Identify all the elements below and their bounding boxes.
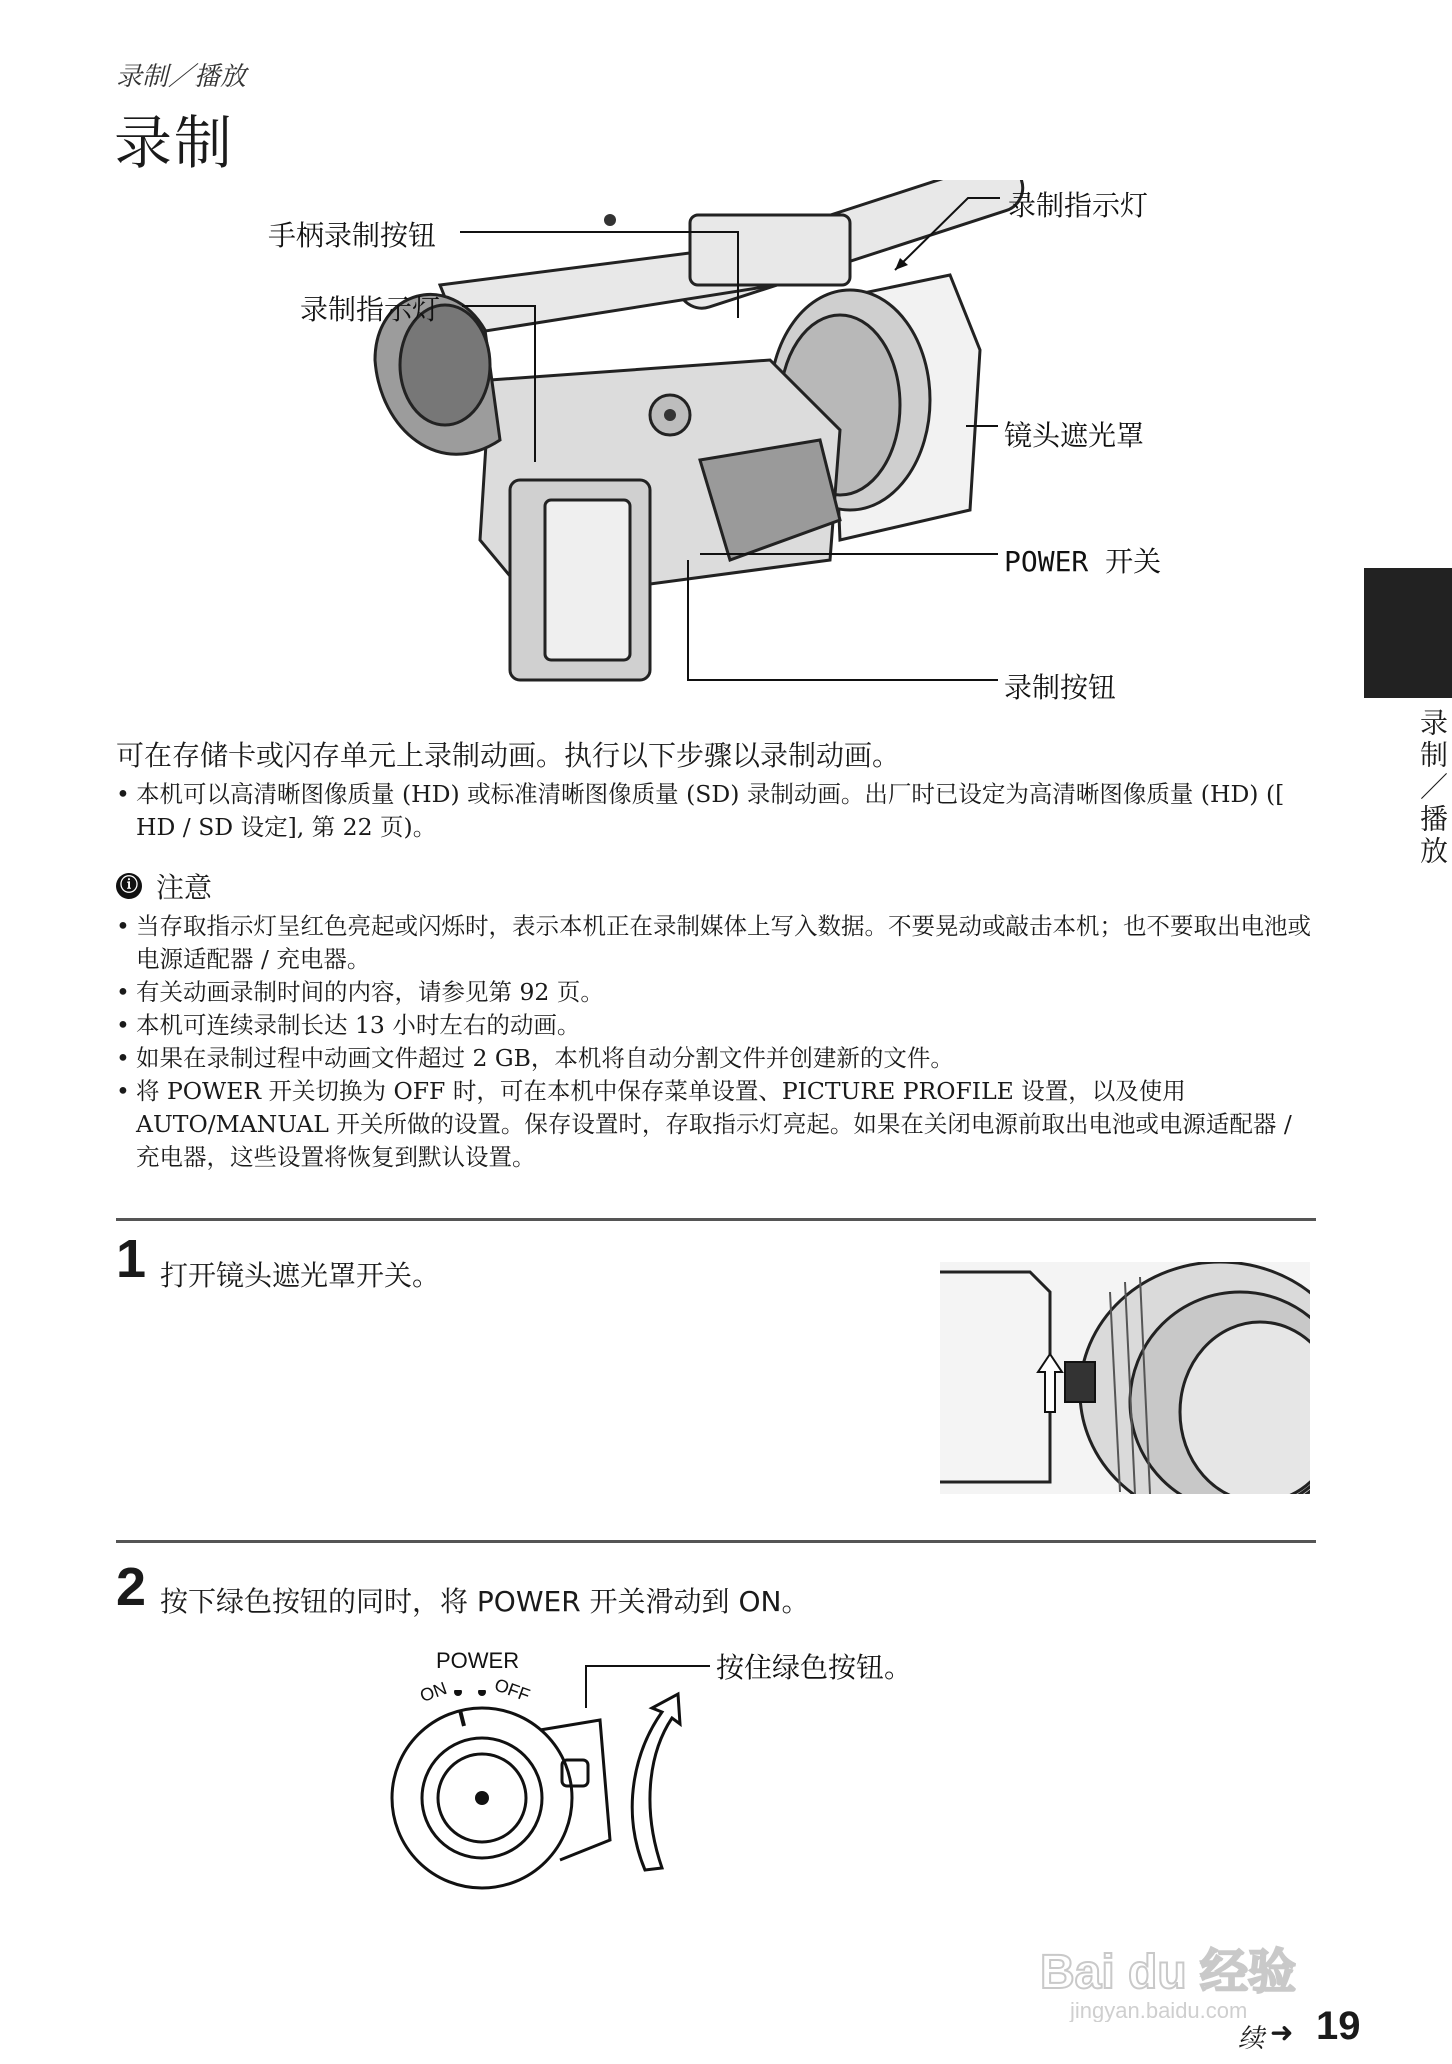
notes-title: 注意 bbox=[156, 871, 213, 904]
section-tab bbox=[1364, 568, 1452, 698]
callout-handle-record-button: 手柄录制按钮 bbox=[268, 219, 437, 252]
section-tab-label: 录制／播放 bbox=[1416, 708, 1449, 868]
notes-heading bbox=[116, 866, 212, 906]
warning-icon: ⓘ bbox=[116, 873, 142, 899]
divider bbox=[116, 1540, 1316, 1543]
power-dial-label: POWER bbox=[436, 1648, 520, 1673]
arrow-right-icon: ➜ bbox=[1270, 2016, 1294, 2049]
callout-lens-hood: 镜头遮光罩 bbox=[1004, 419, 1145, 452]
power-dial-callout-line bbox=[580, 1660, 720, 1720]
breadcrumb: 录制／播放 bbox=[116, 62, 247, 92]
callout-record-lamp-top: 录制指示灯 bbox=[1008, 189, 1149, 222]
callout-power-switch: POWER 开关 bbox=[1004, 545, 1162, 578]
power-dial-illustration bbox=[390, 1690, 690, 1890]
step-2-number: 2 bbox=[116, 1557, 147, 1617]
list-item: • 将 POWER 开关切换为 OFF 时，可在本机中保存菜单设置、PICTURE PROFILE 设置，以及使用 AUTO/MANUAL 开关所做的设置。保存设置时，存取指示灯亮起。如果在关闭电源前取出电池或电源适配器 / 充电器，这些设置将恢复到默认设置。 bbox=[116, 1075, 1316, 1174]
step-2-text: 按下绿色按钮的同时，将 POWER 开关滑动到 ON。 bbox=[160, 1585, 810, 1618]
step-1-number: 1 bbox=[116, 1229, 147, 1289]
intro-bullets bbox=[116, 778, 1312, 844]
watermark-url: jingyan.baidu.com bbox=[1070, 1998, 1248, 2022]
power-dial-on: ON bbox=[417, 1678, 450, 1707]
page-number: 19 bbox=[1316, 2004, 1361, 2048]
step-1-text: 打开镜头遮光罩开关。 bbox=[160, 1259, 441, 1292]
divider bbox=[116, 1218, 1316, 1221]
power-dial-callout: 按住绿色按钮。 bbox=[716, 1651, 913, 1684]
notes-list bbox=[116, 910, 1316, 1174]
list-item: • 本机可以高清晰图像质量 (HD) 或标准清晰图像质量 (SD) 录制动画。出厂时已设定为高清晰图像质量 (HD) ([ HD / SD 设定], 第 22 页)。 bbox=[116, 778, 1312, 844]
page-title: 录制 bbox=[114, 109, 235, 177]
intro-text: 可在存储卡或闪存单元上录制动画。执行以下步骤以录制动画。 bbox=[116, 739, 901, 772]
watermark-brand: Bai du 经验 bbox=[1040, 1946, 1297, 1999]
callout-record-button: 录制按钮 bbox=[1004, 671, 1117, 704]
list-item: • 本机可连续录制长达 13 小时左右的动画。 bbox=[116, 1009, 1316, 1042]
power-dial-off: OFF bbox=[491, 1674, 533, 1706]
callout-record-lamp-left: 录制指示灯 bbox=[300, 293, 441, 326]
list-item: • 如果在录制过程中动画文件超过 2 GB，本机将自动分割文件并创建新的文件。 bbox=[116, 1042, 1316, 1075]
list-item: • 当存取指示灯呈红色亮起或闪烁时，表示本机正在录制媒体上写入数据。不要晃动或敲击本机；也不要取出电池或电源适配器 / 充电器。 bbox=[116, 910, 1316, 976]
continued-label: 续 bbox=[1238, 2024, 1265, 2054]
list-item: • 有关动画录制时间的内容，请参见第 92 页。 bbox=[116, 976, 1316, 1009]
lens-hood-switch-illustration bbox=[940, 1262, 1310, 1494]
callout-lines bbox=[0, 0, 1452, 720]
